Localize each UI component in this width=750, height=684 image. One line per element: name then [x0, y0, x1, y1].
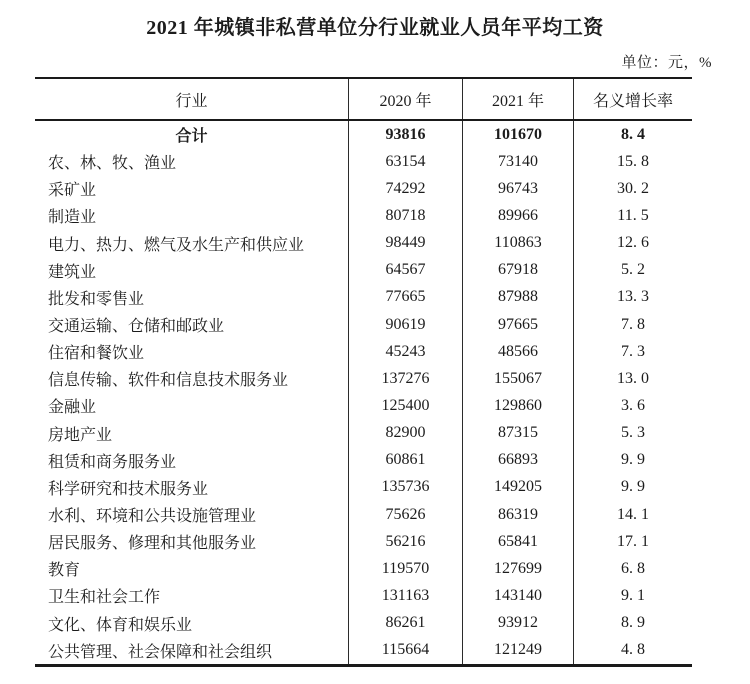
cell-growth: 7. 8 — [573, 311, 692, 338]
cell-growth: 17. 1 — [573, 528, 692, 555]
cell-2020: 64567 — [348, 257, 462, 284]
cell-2020: 125400 — [348, 392, 462, 419]
table-row — [35, 501, 692, 528]
table-row — [35, 637, 692, 664]
cell-2020: 115664 — [348, 637, 462, 664]
table-row — [35, 447, 692, 474]
cell-2020: 63154 — [348, 148, 462, 175]
cell-industry: 合计 — [175, 128, 208, 146]
cell-2020: 119570 — [348, 555, 462, 582]
cell-2021: 93912 — [462, 610, 573, 637]
table-row — [35, 311, 692, 338]
cell-industry: 文化、体育和娱乐业 — [48, 616, 193, 634]
cell-2020: 80718 — [348, 202, 462, 229]
cell-growth: 3. 6 — [573, 392, 692, 419]
cell-growth: 13. 3 — [573, 284, 692, 311]
cell-industry: 房地产业 — [48, 426, 113, 444]
cell-2020: 86261 — [348, 610, 462, 637]
cell-2021: 86319 — [462, 501, 573, 528]
cell-2020: 45243 — [348, 338, 462, 365]
cell-growth: 9. 9 — [573, 447, 692, 474]
cell-2020: 90619 — [348, 311, 462, 338]
cell-2020: 60861 — [348, 447, 462, 474]
table-row-total — [35, 121, 692, 148]
cell-industry: 农、林、牧、渔业 — [48, 155, 177, 173]
cell-growth: 6. 8 — [573, 555, 692, 582]
cell-2020: 74292 — [348, 175, 462, 202]
cell-2020: 93816 — [348, 121, 462, 148]
table-row — [35, 582, 692, 609]
cell-2021: 143140 — [462, 582, 573, 609]
cell-2021: 155067 — [462, 365, 573, 392]
column-header-2021: 2021 年 — [462, 79, 573, 119]
cell-growth: 15. 8 — [573, 148, 692, 175]
table-body — [35, 121, 692, 664]
cell-growth: 13. 0 — [573, 365, 692, 392]
cell-growth: 9. 9 — [573, 474, 692, 501]
cell-2021: 89966 — [462, 202, 573, 229]
cell-industry: 批发和零售业 — [48, 290, 145, 308]
page-title: 2021 年城镇非私营单位分行业就业人员年平均工资 — [146, 17, 604, 39]
cell-industry: 科学研究和技术服务业 — [48, 480, 209, 498]
cell-2020: 98449 — [348, 230, 462, 257]
cell-2021: 87315 — [462, 420, 573, 447]
cell-industry: 信息传输、软件和信息技术服务业 — [48, 372, 289, 390]
cell-industry: 金融业 — [48, 399, 97, 417]
table-row — [35, 474, 692, 501]
table-row — [35, 202, 692, 229]
table-row — [35, 528, 692, 555]
table-row — [35, 365, 692, 392]
cell-2020: 135736 — [348, 474, 462, 501]
cell-growth: 4. 8 — [573, 637, 692, 664]
cell-industry: 交通运输、仓储和邮政业 — [48, 318, 225, 336]
cell-industry: 制造业 — [48, 209, 97, 227]
cell-2021: 121249 — [462, 637, 573, 664]
cell-industry: 电力、热力、燃气及水生产和供应业 — [48, 236, 305, 254]
cell-2021: 97665 — [462, 311, 573, 338]
column-header-2020: 2020 年 — [348, 79, 462, 119]
cell-2021: 73140 — [462, 148, 573, 175]
cell-industry: 卫生和社会工作 — [48, 589, 161, 607]
wage-table — [35, 77, 692, 667]
cell-industry: 采矿业 — [48, 182, 97, 200]
cell-industry: 居民服务、修理和其他服务业 — [48, 535, 257, 553]
table-row — [35, 392, 692, 419]
cell-2021: 127699 — [462, 555, 573, 582]
cell-2020: 75626 — [348, 501, 462, 528]
cell-growth: 14. 1 — [573, 501, 692, 528]
cell-growth: 30. 2 — [573, 175, 692, 202]
cell-2021: 129860 — [462, 392, 573, 419]
table-row — [35, 230, 692, 257]
table-row — [35, 338, 692, 365]
cell-2021: 110863 — [462, 230, 573, 257]
cell-industry: 公共管理、社会保障和社会组织 — [48, 643, 273, 661]
cell-2021: 67918 — [462, 257, 573, 284]
unit-note: 单位：元，% — [621, 55, 712, 71]
table-row — [35, 610, 692, 637]
cell-growth: 8. 9 — [573, 610, 692, 637]
table-row — [35, 175, 692, 202]
cell-growth: 5. 3 — [573, 420, 692, 447]
cell-growth: 11. 5 — [573, 202, 692, 229]
cell-growth: 12. 6 — [573, 230, 692, 257]
cell-2021: 66893 — [462, 447, 573, 474]
cell-2020: 77665 — [348, 284, 462, 311]
cell-2020: 56216 — [348, 528, 462, 555]
cell-growth: 8. 4 — [573, 121, 692, 148]
cell-growth: 7. 3 — [573, 338, 692, 365]
column-header-growth: 名义增长率 — [573, 79, 692, 119]
cell-2021: 149205 — [462, 474, 573, 501]
table-row — [35, 284, 692, 311]
table-header — [35, 79, 692, 121]
cell-2021: 96743 — [462, 175, 573, 202]
table-row — [35, 148, 692, 175]
cell-2021: 65841 — [462, 528, 573, 555]
table-row — [35, 257, 692, 284]
cell-growth: 5. 2 — [573, 257, 692, 284]
cell-industry: 水利、环境和公共设施管理业 — [48, 508, 257, 526]
cell-2021: 101670 — [462, 121, 573, 148]
cell-2021: 87988 — [462, 284, 573, 311]
cell-2020: 137276 — [348, 365, 462, 392]
cell-industry: 住宿和餐饮业 — [48, 345, 145, 363]
cell-industry: 租赁和商务服务业 — [48, 453, 177, 471]
cell-2021: 48566 — [462, 338, 573, 365]
cell-industry: 建筑业 — [48, 263, 97, 281]
table-row — [35, 420, 692, 447]
cell-growth: 9. 1 — [573, 582, 692, 609]
table-row — [35, 555, 692, 582]
column-header-industry: 行业 — [175, 92, 208, 110]
cell-industry: 教育 — [48, 562, 81, 580]
cell-2020: 82900 — [348, 420, 462, 447]
cell-2020: 131163 — [348, 582, 462, 609]
